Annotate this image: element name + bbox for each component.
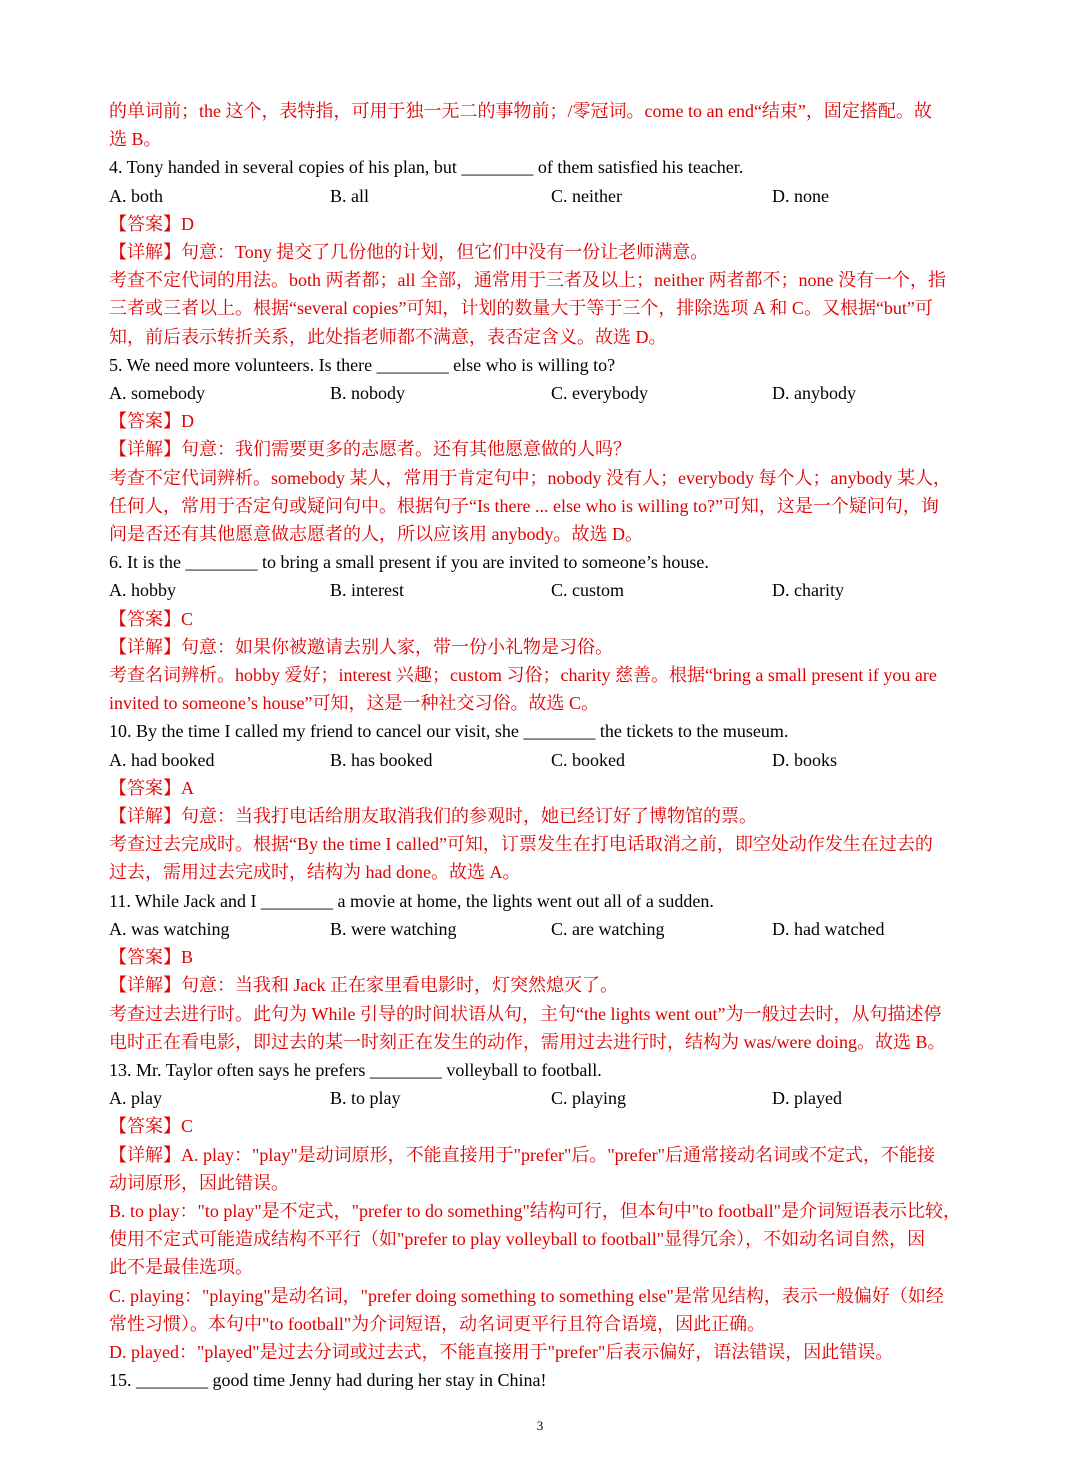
question-4-explanation-1: 考查不定代词的用法。both 两者都；all 全部，通常用于三者及以上；neither 两者都不；none 没有一个，指 bbox=[109, 270, 946, 291]
option-a: A. somebody bbox=[109, 383, 205, 404]
question-4-options bbox=[109, 182, 986, 210]
question-13-analysis-b-2: 使用不定式可能造成结构不平行（如"prefer to play volleyball to football"显得冗余），不如动名词自然，因 bbox=[109, 1229, 926, 1250]
option-c: C. neither bbox=[551, 185, 622, 206]
intro-line-1: 的单词前；the 这个，表特指，可用于独一无二的事物前；/零冠词。come to an end“结束”，固定搭配。故 bbox=[109, 101, 932, 121]
option-c: C. are watching bbox=[551, 918, 665, 939]
question-13-options bbox=[109, 1084, 986, 1112]
option-d: D. none bbox=[772, 185, 829, 206]
page-number: 3 bbox=[536, 1418, 544, 1433]
question-6-stem: 6. It is the ________ to bring a small present if you are invited to someone’s house. bbox=[109, 552, 709, 573]
question-11-explanation-2: 电时正在看电影，即过去的某一时刻正在发生的动作，需用过去进行时，结构为 was/were doing。故选 B。 bbox=[109, 1031, 946, 1052]
question-6-detail: 【详解】句意：如果你被邀请去别人家，带一份小礼物是习俗。 bbox=[109, 636, 613, 657]
option-d: D. charity bbox=[772, 580, 844, 601]
question-6-explanation-2: invited to someone’s house”可知，这是一种社交习俗。故选 C。 bbox=[109, 693, 599, 714]
question-11-options bbox=[109, 915, 986, 943]
question-5-detail: 【详解】句意：我们需要更多的志愿者。还有其他愿意做的人吗？ bbox=[109, 439, 631, 460]
option-a: A. both bbox=[109, 185, 163, 206]
option-d: D. anybody bbox=[772, 383, 856, 404]
option-b: B. nobody bbox=[330, 383, 406, 404]
question-4-explanation-2: 三者或三者以上。根据“several copies”可知，计划的数量大于等于三个，排除选项 A 和 C。又根据“but”可 bbox=[109, 298, 933, 319]
option-d: D. books bbox=[772, 749, 838, 770]
question-10-detail: 【详解】句意：当我打电话给朋友取消我们的参观时，她已经订好了博物馆的票。 bbox=[109, 806, 757, 827]
question-11-stem: 11. While Jack and I ________ a movie at home, the lights went out all of a sudden. bbox=[109, 890, 714, 911]
question-13-analysis-c-2: 常性习惯）。本句中"to football"为介词短语，动名词更平行且符合语境，因此正确。 bbox=[109, 1313, 766, 1334]
question-11-explanation-1: 考查过去进行时。此句为 While 引导的时间状语从句，主句“the lights went out”为一般过去时，从句描述停 bbox=[109, 1003, 942, 1024]
question-13-stem: 13. Mr. Taylor often says he prefers ________ volleyball to football. bbox=[109, 1059, 602, 1080]
question-4-detail: 【详解】句意：Tony 提交了几份他的计划，但它们中没有一份让老师满意。 bbox=[109, 242, 709, 263]
question-15-stem: 15. ________ good time Jenny had during her stay in China! bbox=[109, 1370, 547, 1391]
question-4-answer: 【答案】D bbox=[109, 213, 194, 234]
question-5-explanation-3: 问是否还有其他愿意做志愿者的人，所以应该用 anybody。故选 D。 bbox=[109, 524, 643, 545]
question-5-explanation-1: 考查不定代词辨析。somebody 某人，常用于肯定句中；nobody 没有人；everybody 每个人；anybody 某人， bbox=[109, 467, 951, 488]
question-10-options bbox=[109, 746, 986, 774]
question-13-analysis-c-1: C. playing："playing"是动名词，"prefer doing something to something else"是常见结构，表示一般偏好（如经 bbox=[109, 1285, 944, 1306]
question-13-analysis-a-2: 动词原形，因此错误。 bbox=[109, 1172, 289, 1193]
content-body bbox=[109, 97, 986, 1394]
option-d: D. had watched bbox=[772, 918, 885, 939]
question-11-detail: 【详解】句意：当我和 Jack 正在家里看电影时，灯突然熄灭了。 bbox=[109, 975, 618, 996]
question-13-analysis-d-1: D. played："played"是过去分词或过去式，不能直接用于"prefer"后表示偏好，语法错误，因此错误。 bbox=[109, 1341, 894, 1362]
question-6-answer: 【答案】C bbox=[109, 608, 194, 629]
option-c: C. everybody bbox=[551, 383, 648, 404]
question-11-answer: 【答案】B bbox=[109, 947, 194, 968]
question-10-explanation-2: 过去，需用过去完成时，结构为 had done。故选 A。 bbox=[109, 862, 521, 883]
option-b: B. all bbox=[330, 185, 369, 206]
question-10-answer: 【答案】A bbox=[109, 777, 194, 798]
option-b: B. to play bbox=[330, 1088, 401, 1109]
question-5-answer: 【答案】D bbox=[109, 411, 194, 432]
option-a: A. hobby bbox=[109, 580, 176, 601]
question-6-explanation-1: 考查名词辨析。hobby 爱好；interest 兴趣；custom 习俗；charity 慈善。根据“bring a small present if you are bbox=[109, 665, 937, 686]
question-13-analysis-a-1: 【详解】A. play："play"是动词原形，不能直接用于"prefer"后。"prefer"后通常接动名词或不定式，不能接 bbox=[109, 1144, 935, 1165]
option-b: B. interest bbox=[330, 580, 404, 601]
option-a: A. was watching bbox=[109, 918, 230, 939]
question-5-options bbox=[109, 379, 986, 407]
option-a: A. play bbox=[109, 1088, 162, 1109]
question-6-options bbox=[109, 576, 986, 604]
option-c: C. booked bbox=[551, 749, 625, 770]
option-b: B. has booked bbox=[330, 749, 433, 770]
question-4-explanation-3: 知，前后表示转折关系，此处指老师都不满意，表否定含义。故选 D。 bbox=[109, 326, 667, 347]
question-5-explanation-2: 任何人，常用于否定句或疑问句中。根据句子“Is there ... else who is willing to?”可知，这是一个疑问句，询 bbox=[109, 495, 939, 516]
question-13-answer: 【答案】C bbox=[109, 1116, 194, 1137]
question-4-stem: 4. Tony handed in several copies of his plan, but ________ of them satisfied his teacher. bbox=[109, 157, 744, 178]
question-13-analysis-b-1: B. to play："to play"是不定式，"prefer to do something"结构可行，但本句中"to football"是介词短语表示比较， bbox=[109, 1200, 962, 1221]
question-13-analysis-b-3: 此不是最佳选项。 bbox=[109, 1257, 253, 1278]
option-c: C. playing bbox=[551, 1088, 626, 1109]
intro-line-2: 选 B。 bbox=[109, 129, 162, 150]
question-10-explanation-1: 考查过去完成时。根据“By the time I called”可知，订票发生在打电话取消之前，即空处动作发生在过去的 bbox=[109, 834, 933, 855]
option-b: B. were watching bbox=[330, 918, 457, 939]
question-10-stem: 10. By the time I called my friend to cancel our visit, she ________ the tickets to the museum. bbox=[109, 721, 789, 742]
option-a: A. had booked bbox=[109, 749, 215, 770]
question-5-stem: 5. We need more volunteers. Is there ________ else who is willing to? bbox=[109, 354, 616, 375]
option-c: C. custom bbox=[551, 580, 625, 601]
option-d: D. played bbox=[772, 1088, 842, 1109]
